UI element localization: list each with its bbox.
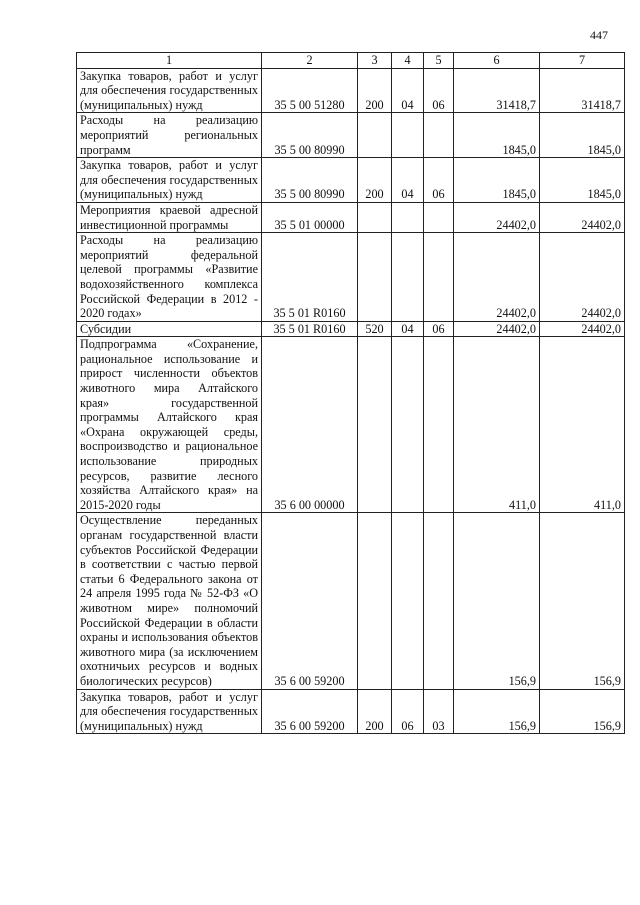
- item-vr: 520: [358, 321, 392, 337]
- item-rz: 04: [392, 68, 424, 113]
- column-header: 6: [454, 53, 540, 69]
- item-rz: [392, 202, 424, 232]
- item-code: 35 5 00 80990: [262, 113, 358, 158]
- item-rz: [392, 337, 424, 513]
- item-pr: 06: [424, 321, 454, 337]
- item-sum-2: 1845,0: [540, 113, 625, 158]
- table-row: [77, 113, 625, 158]
- item-sum-2: 156,9: [540, 689, 625, 734]
- item-pr: [424, 202, 454, 232]
- item-vr: [358, 113, 392, 158]
- item-name: Расходы на реализацию мероприятий региональных программ: [77, 113, 262, 158]
- item-name: Закупка товаров, работ и услуг для обеспечения государственных (муниципальных) нужд: [77, 68, 262, 113]
- item-vr: 200: [358, 158, 392, 203]
- item-pr: [424, 337, 454, 513]
- table-row: [77, 513, 625, 689]
- item-code: 35 5 00 51280: [262, 68, 358, 113]
- header-row: [77, 53, 625, 69]
- item-rz: 04: [392, 321, 424, 337]
- item-name: Расходы на реализацию мероприятий федеральной целевой программы «Развитие водохозяйственного комплекса Российской Федерации в 2012 - 2020 годах»: [77, 233, 262, 322]
- item-rz: [392, 513, 424, 689]
- item-vr: [358, 233, 392, 322]
- item-sum-2: 1845,0: [540, 158, 625, 203]
- item-pr: [424, 113, 454, 158]
- column-header: 5: [424, 53, 454, 69]
- item-pr: 06: [424, 158, 454, 203]
- column-header: 1: [77, 53, 262, 69]
- item-rz: 04: [392, 158, 424, 203]
- table-row: [77, 68, 625, 113]
- item-sum-2: 31418,7: [540, 68, 625, 113]
- item-code: 35 6 00 00000: [262, 337, 358, 513]
- item-sum-1: 24402,0: [454, 321, 540, 337]
- item-code: 35 5 01 R0160: [262, 233, 358, 322]
- item-vr: [358, 337, 392, 513]
- item-sum-2: 156,9: [540, 513, 625, 689]
- item-sum-1: 24402,0: [454, 233, 540, 322]
- item-code: 35 5 00 80990: [262, 158, 358, 203]
- item-sum-1: 31418,7: [454, 68, 540, 113]
- item-sum-1: 156,9: [454, 513, 540, 689]
- item-name: Субсидии: [77, 321, 262, 337]
- item-name: Подпрограмма «Сохранение, рациональное использование и прирост численности объектов животного мира Алтайского края» государственной программы Алтайского края «Охрана окружающей среды, воспроизводство и рациональное использование природных ресурсов, развитие лесного хозяйства Алтайского края» на 2015-2020 годы: [77, 337, 262, 513]
- item-sum-2: 24402,0: [540, 202, 625, 232]
- item-name: Закупка товаров, работ и услуг для обеспечения государственных (муниципальных) нужд: [77, 158, 262, 203]
- table-row: [77, 689, 625, 734]
- item-pr: [424, 233, 454, 322]
- table-row: [77, 158, 625, 203]
- table-row: [77, 337, 625, 513]
- table-row: [77, 233, 625, 322]
- item-sum-2: 24402,0: [540, 233, 625, 322]
- item-sum-2: 24402,0: [540, 321, 625, 337]
- item-vr: [358, 513, 392, 689]
- item-sum-1: 1845,0: [454, 158, 540, 203]
- table-row: [77, 321, 625, 337]
- column-header: 2: [262, 53, 358, 69]
- budget-table: [76, 52, 625, 734]
- item-sum-2: 411,0: [540, 337, 625, 513]
- item-code: 35 6 00 59200: [262, 689, 358, 734]
- item-vr: 200: [358, 689, 392, 734]
- column-header: 4: [392, 53, 424, 69]
- table-row: [77, 202, 625, 232]
- item-name: Осуществление переданных органам государственной власти субъектов Российской Федерации в соответствии с частью первой статьи 6 Федерального закона от 24 апреля 1995 года № 52-ФЗ «О животном мире» полномочий Российской Федерации в области охраны и использования объектов животного мира (за исключением охотничьих ресурсов и водных биологических ресурсов): [77, 513, 262, 689]
- item-rz: [392, 233, 424, 322]
- column-header: 7: [540, 53, 625, 69]
- item-rz: 06: [392, 689, 424, 734]
- page-number: 447: [590, 28, 608, 42]
- item-vr: 200: [358, 68, 392, 113]
- item-code: 35 5 01 00000: [262, 202, 358, 232]
- item-rz: [392, 113, 424, 158]
- item-vr: [358, 202, 392, 232]
- item-pr: 06: [424, 68, 454, 113]
- item-pr: [424, 513, 454, 689]
- item-sum-1: 24402,0: [454, 202, 540, 232]
- item-code: 35 5 01 R0160: [262, 321, 358, 337]
- item-sum-1: 411,0: [454, 337, 540, 513]
- item-code: 35 6 00 59200: [262, 513, 358, 689]
- item-sum-1: 1845,0: [454, 113, 540, 158]
- column-header: 3: [358, 53, 392, 69]
- item-name: Мероприятия краевой адресной инвестиционной программы: [77, 202, 262, 232]
- item-sum-1: 156,9: [454, 689, 540, 734]
- item-name: Закупка товаров, работ и услуг для обеспечения государственных (муниципальных) нужд: [77, 689, 262, 734]
- item-pr: 03: [424, 689, 454, 734]
